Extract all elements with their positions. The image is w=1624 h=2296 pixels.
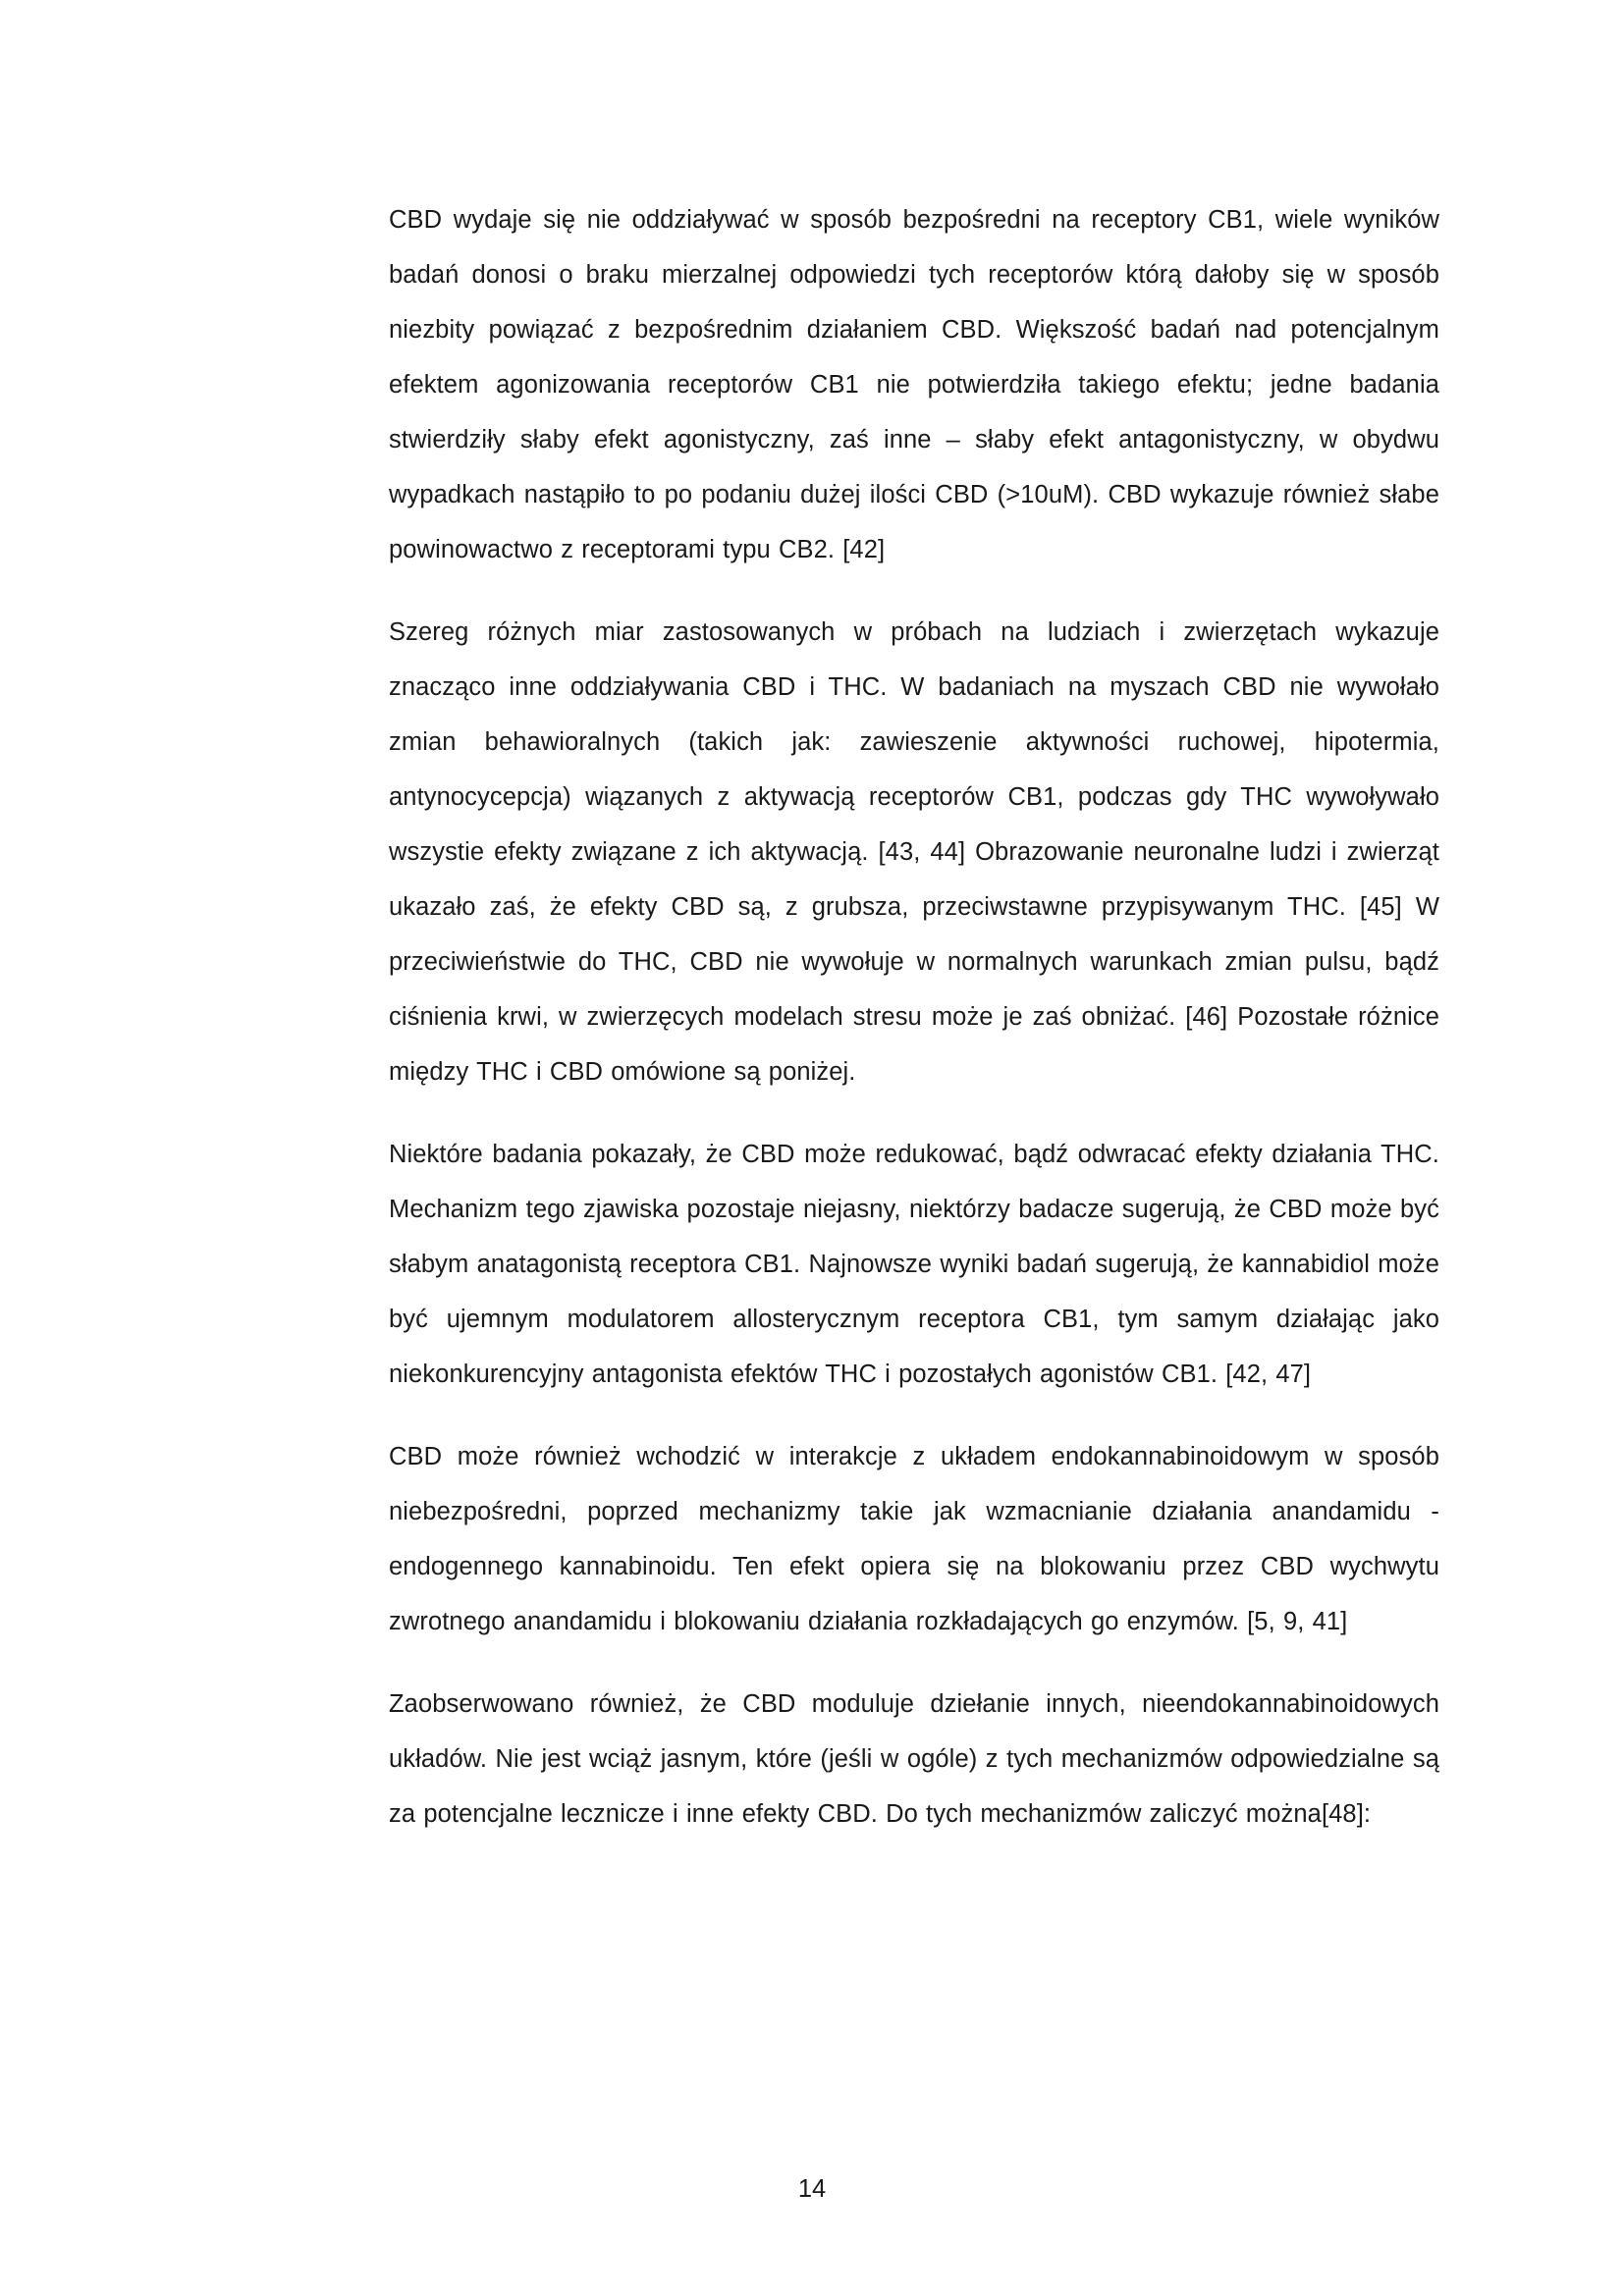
paragraph-cbd-reduces-thc: Niektóre badania pokazały, że CBD może redukować, bądź odwracać efekty działania THC. Mechanizm tego zjawiska pozostaje niejasny, niektórzy badacze sugerują, że CBD może być słabym anatagonistą receptora CB1. Najnowsze wyniki badań sugerują, że kannabidiol może być ujemnym modulatorem allosterycznym receptora CB1, tym samym działając jako niekonkurencyjny antagonista efektów THC i pozostałych agonistów CB1. [42, 47] [389, 1141, 1439, 1388]
paragraph-other-systems: Zaobserwowano również, że CBD moduluje dziełanie innych, nieendokannabinoidowych układów. Nie jest wciąż jasnym, które (jeśli w ogóle) z tych mechanizmów odpowiedzialne są za potencjalne lecznicze i inne efekty CBD. Do tych mechanizmów zaliczyć można[48]: [389, 1690, 1439, 1828]
paragraph-endocannabinoid-interaction: CBD może również wchodzić w interakcje z układem endokannabinoidowym w sposób niebezpośredni, poprzed mechanizmy takie jak wzmacnianie działania anandamidu - endogennego kannabinoidu. Ten efekt opiera się na blokowaniu przez CBD wychwytu zwrotnego anandamidu i blokowaniu działania rozkładających go enzymów. [5, 9, 41] [389, 1443, 1439, 1635]
paragraph-cbd-cb1-receptors: CBD wydaje się nie oddziaływać w sposób bezpośredni na receptory CB1, wiele wyników badań donosi o braku mierzalnej odpowiedzi tych receptorów którą dałoby się w sposób niezbity powiązać z bezpośrednim działaniem CBD. Większość badań nad potencjalnym efektem agonizowania receptorów CB1 nie potwierdziła takiego efektu; jedne badania stwierdziły słaby efekt agonistyczny, zaś inne – słaby efekt antagonistyczny, w obydwu wypadkach nastąpiło to po podaniu dużej ilości CBD (>10uM). CBD wykazuje również słabe powinowactwo z receptorami typu CB2. [42] [389, 206, 1439, 563]
page-number: 14 [797, 2175, 827, 2203]
paragraph-cbd-vs-thc-effects: Szereg różnych miar zastosowanych w próbach na ludziach i zwierzętach wykazuje znacząco inne oddziaływania CBD i THC. W badaniach na myszach CBD nie wywołało zmian behawioralnych (takich jak: zawieszenie aktywności ruchowej, hipotermia, antynocycepcja) wiązanych z aktywacją receptorów CB1, podczas gdy THC wywoływało wszystie efekty związane z ich aktywacją. [43, 44] Obrazowanie neuronalne ludzi i zwierząt ukazało zaś, że efekty CBD są, z grubsza, przeciwstawne przypisywanym THC. [45] W przeciwieństwie do THC, CBD nie wywołuje w normalnych warunkach zmian pulsu, bądź ciśnienia krwi, w zwierzęcych modelach stresu może je zaś obniżać. [46] Pozostałe różnice między THC i CBD omówione są poniżej. [389, 618, 1439, 1086]
document-body [389, 192, 1439, 1869]
